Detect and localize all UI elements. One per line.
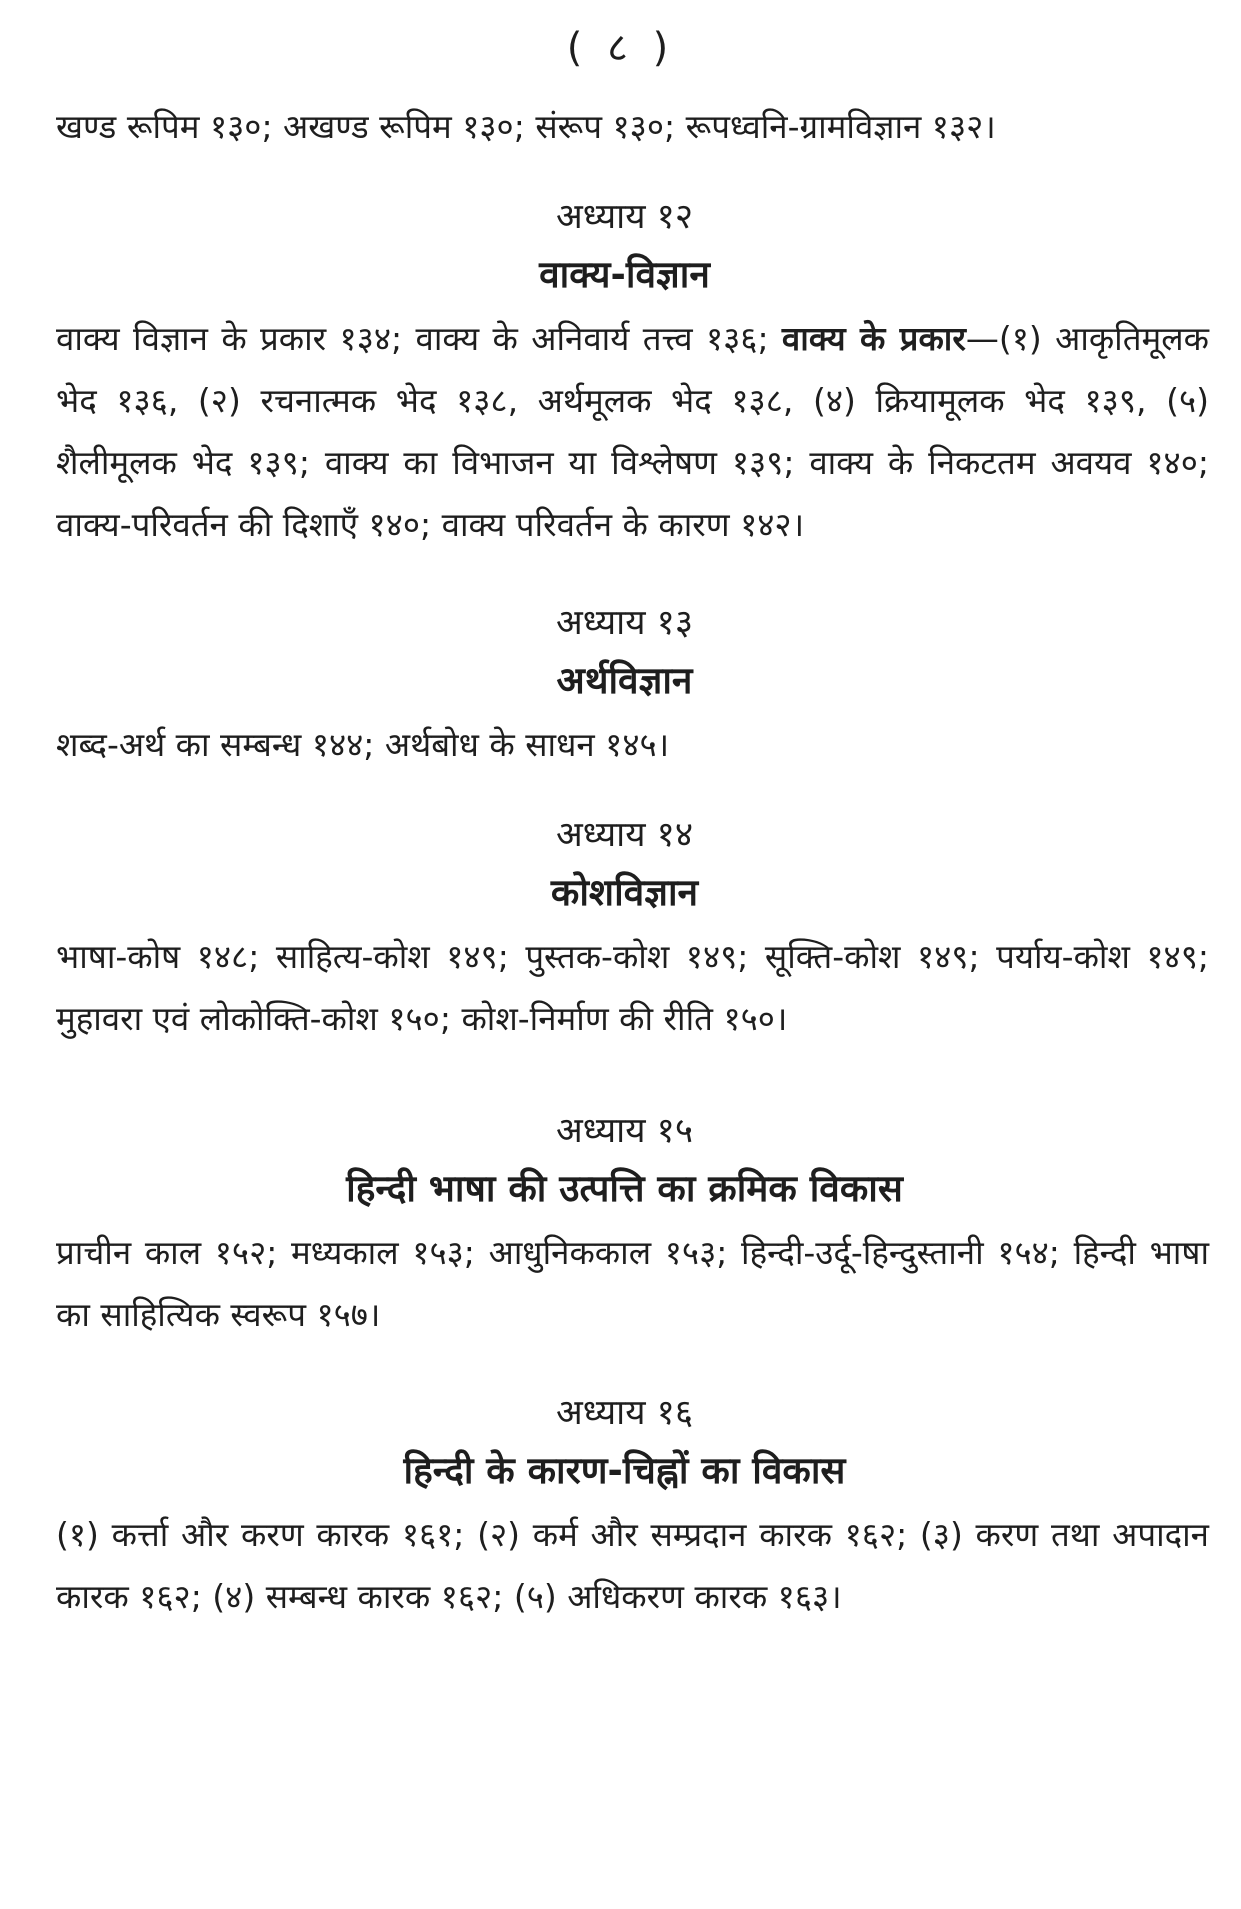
chapter-label: अध्याय १२ [555,197,694,237]
chapter-12 [0,188,1241,556]
chapter-label: अध्याय १६ [555,1393,694,1433]
chapter-title: वाक्य-विज्ञान [539,253,710,296]
chapter-title: अर्थविज्ञान [556,659,693,702]
chapter-13 [0,594,1241,776]
chapter-label: अध्याय १३ [555,603,694,643]
intro-entries: खण्ड रूपिम १३०; अखण्ड रूपिम १३०; संरूप १३०; रूपध्वनि-ग्रामविज्ञान १३२। [56,107,996,146]
chapter-entries: प्राचीन काल १५२; मध्यकाल १५३; आधुनिककाल १५३; हिन्दी-उर्दू-हिन्दुस्तानी १५४; हिन्दी भाषा का साहित्यिक स्वरूप १५७। [56,1233,1209,1334]
entries-text: वाक्य विज्ञान के प्रकार १३४; वाक्य के अनिवार्य तत्त्व १३६; [56,319,782,358]
chapter-title: हिन्दी के कारण-चिह्नों का विकास [403,1449,846,1492]
chapter-entries [0,308,1241,556]
page-number: ( ८ ) [566,25,675,71]
chapter-title: कोशविज्ञान [550,871,699,914]
chapter-label: अध्याय १५ [555,1111,694,1151]
chapter-16 [0,1384,1241,1628]
chapter-15 [0,1102,1241,1346]
entries-bold-heading: वाक्य के प्रकार [781,319,966,358]
chapter-14 [0,806,1241,1050]
chapter-entries: (१) कर्त्ता और करण कारक १६१; (२) कर्म और सम्प्रदान कारक १६२; (३) करण तथा अपादान कारक १६२; (४) सम्बन्ध कारक १६२; (५) अधिकरण कारक १६३। [56,1515,1209,1616]
entries-text: —(१) आकृतिमूलक भेद १३६, (२) रचनात्मक भेद १३८, अर्थमूलक भेद १३८, (४) क्रियामूलक भेद १३९, (५) शैलीमूलक भेद १३९; वाक्य का विभाजन या विश्लेषण १३९; वाक्य के निकटतम अवयव १४०; वाक्य-परिवर्तन की दिशाएँ १४०; वाक्य परिवर्तन के कारण १४२। [56,319,1209,544]
chapter-label: अध्याय १४ [555,815,694,855]
chapter-title: हिन्दी भाषा की उत्पत्ति का क्रमिक विकास [346,1167,903,1210]
chapter-entries: शब्द-अर्थ का सम्बन्ध १४४; अर्थबोध के साधन १४५। [56,725,670,764]
chapter-entries: भाषा-कोष १४८; साहित्य-कोश १४९; पुस्तक-कोश १४९; सूक्ति-कोश १४९; पर्याय-कोश १४९; मुहावरा एवं लोकोक्ति-कोश १५०; कोश-निर्माण की रीति १५०। [56,937,1209,1038]
